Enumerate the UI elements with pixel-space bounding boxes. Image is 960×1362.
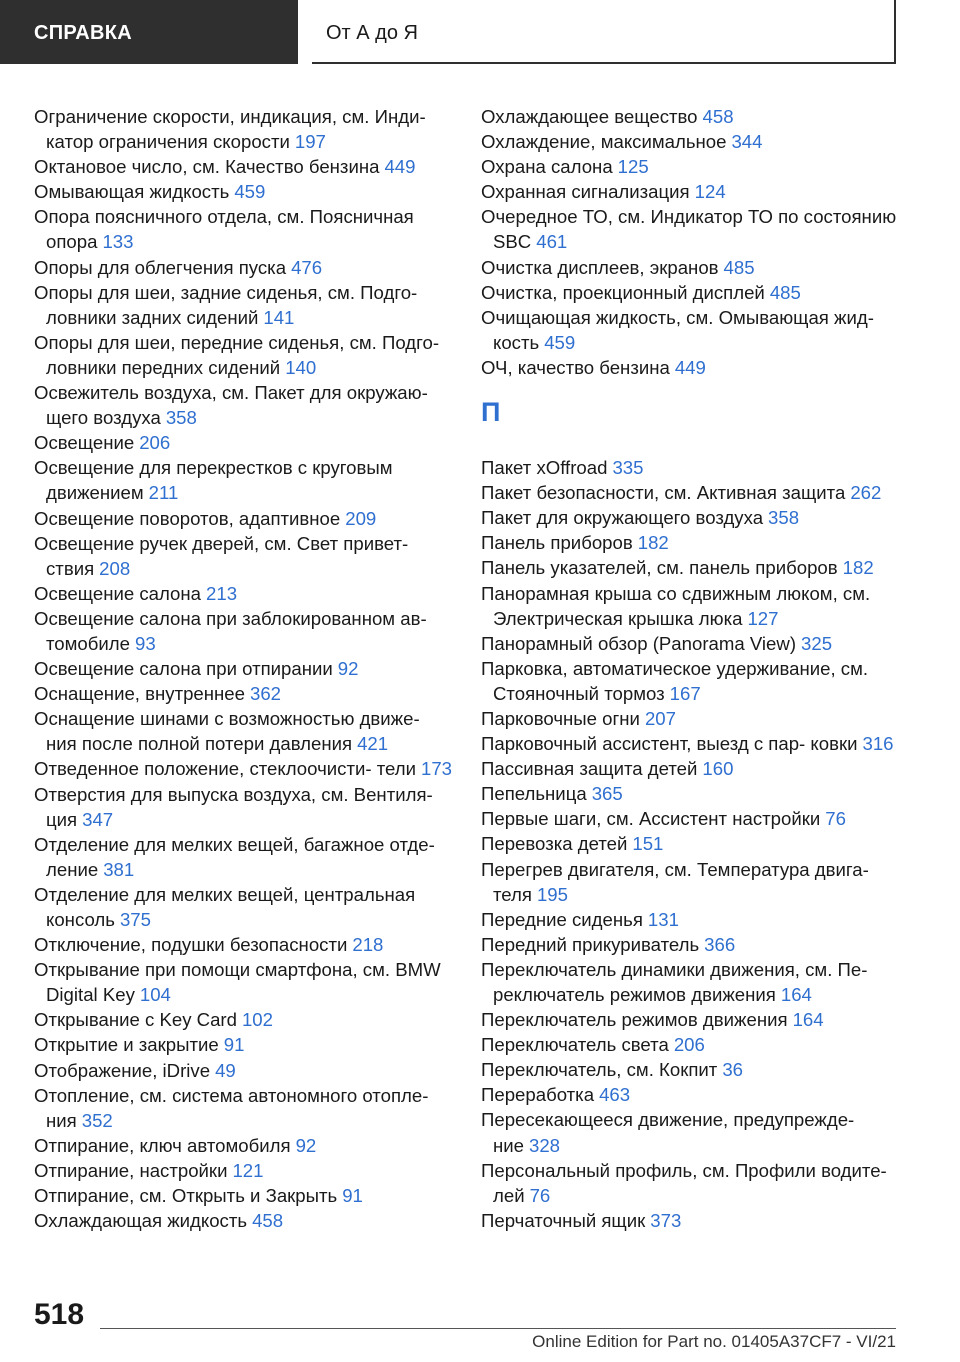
entry-text: Пакет для окружающего воздуха: [481, 507, 764, 529]
entry-text: Панорамная крыша со сдвижным люком, см. Электрическая крышка люка: [481, 582, 871, 629]
index-entry: [34, 506, 454, 531]
index-entry: [34, 606, 454, 656]
page-reference-link[interactable]: 125: [617, 156, 649, 178]
entry-text: Пепельница: [481, 783, 587, 805]
page-reference-link[interactable]: 49: [215, 1059, 236, 1081]
index-entry: [34, 430, 454, 455]
entry-text: Очистка дисплеев, экранов: [481, 256, 719, 278]
index-entry: [34, 104, 454, 154]
page-reference-link[interactable]: 131: [647, 908, 679, 930]
index-entry: [34, 1007, 454, 1032]
entry-text: Отделение для мелких вещей, центральная консоль: [34, 883, 416, 930]
index-column-left: [34, 104, 454, 1233]
page-reference-link[interactable]: 209: [345, 507, 377, 529]
page-reference-link[interactable]: 421: [357, 733, 389, 755]
page-reference-link[interactable]: 347: [82, 808, 114, 830]
page-reference-link[interactable]: 459: [234, 181, 266, 203]
index-entry: [34, 782, 454, 832]
entry-text: Парковочный ассистент, выезд с пар- ковки: [481, 733, 858, 755]
entry-text: Охранная сигнализация: [481, 181, 690, 203]
page-reference-link[interactable]: 164: [780, 984, 812, 1005]
page-reference-link[interactable]: 164: [792, 1009, 824, 1031]
entry-text: Парковка, автоматическое удерживание, см. Стояночный тормоз: [481, 657, 869, 704]
entry-text: Отопление, см. система автономного отопле- ния: [34, 1084, 429, 1131]
page-reference-link[interactable]: 102: [241, 1009, 273, 1031]
page-reference-link[interactable]: 476: [291, 256, 323, 278]
entry-text: Пакет xOffroad: [481, 457, 608, 479]
entry-text: Отпирание, см. Открыть и Закрыть: [34, 1185, 338, 1207]
entry-text: Пакет безопасности, см. Активная защита: [481, 482, 846, 504]
entry-text: Первые шаги, см. Ассистент настройки: [481, 808, 821, 830]
index-entry: [34, 882, 454, 932]
page-reference-link[interactable]: 373: [650, 1209, 682, 1231]
entry-text: Открывание при помощи смартфона, см. BMW Digital Key: [34, 959, 441, 1006]
index-entry: [34, 832, 454, 882]
entry-text: Освещение салона: [34, 582, 202, 604]
footer-divider: [100, 1328, 896, 1329]
index-entry: [34, 531, 454, 581]
index-entry: [34, 1058, 454, 1083]
page-reference-link[interactable]: 91: [342, 1185, 363, 1207]
entry-text: Перчаточный ящик: [481, 1209, 646, 1231]
page-reference-link[interactable]: 381: [103, 858, 135, 880]
entry-text: Опора поясничного отдела, см. Поясничная опора: [34, 206, 414, 253]
index-entry: [34, 380, 454, 430]
index-entry: [481, 656, 901, 706]
index-entry: [34, 756, 454, 781]
entry-text: Охлаждающее вещество: [481, 106, 698, 127]
page-reference-link[interactable]: 182: [842, 557, 874, 579]
page-reference-link[interactable]: 93: [135, 632, 156, 654]
entry-text: Опоры для шеи, передние сиденья, см. Подго- ловники передних сидений: [34, 331, 440, 378]
index-entry: [481, 1032, 901, 1057]
index-entry: [481, 104, 901, 129]
entry-text: Освещение для перекрестков с круговым движением: [34, 457, 393, 504]
page-reference-link[interactable]: 151: [632, 833, 664, 855]
index-entry: [481, 907, 901, 932]
index-entry: [481, 1208, 901, 1233]
index-entry: [34, 280, 454, 330]
index-entry: [481, 505, 901, 530]
index-entry: [481, 831, 901, 856]
entry-text: Охлаждающая жидкость: [34, 1210, 248, 1232]
page-reference-link[interactable]: 211: [148, 482, 179, 504]
page-reference-link[interactable]: 127: [747, 607, 779, 629]
page-reference-link[interactable]: 76: [529, 1184, 551, 1206]
index-entry: [481, 355, 901, 380]
entry-text: Очередное ТО, см. Индикатор ТО по состоянию SBC: [481, 206, 897, 253]
entry-text: Охлаждение, максимальное: [481, 131, 727, 153]
subsection-tab: [312, 0, 896, 64]
index-entry: [481, 1057, 901, 1082]
page-reference-link[interactable]: 206: [673, 1034, 705, 1056]
entry-text: Переключатель света: [481, 1034, 669, 1056]
page-reference-link[interactable]: 352: [81, 1109, 113, 1131]
index-group-o: [481, 104, 901, 380]
page-reference-link[interactable]: 124: [694, 181, 726, 203]
subsection-title: От А до Я: [326, 22, 418, 44]
entry-text: ОЧ, качество бензина: [481, 356, 670, 378]
page-reference-link[interactable]: 458: [252, 1210, 284, 1232]
index-entry: [481, 631, 901, 656]
index-entry: [481, 555, 901, 580]
entry-text: Передний прикуриватель: [481, 933, 700, 955]
index-entry: [34, 154, 454, 179]
entry-text: Освещение: [34, 432, 135, 454]
entry-text: Отверстия для выпуска воздуха, см. Вентиля- ция: [34, 783, 433, 830]
entry-text: Открытие и закрытие: [34, 1034, 219, 1056]
index-entry: [481, 932, 901, 957]
index-entry: [481, 179, 901, 204]
section-tab: [0, 0, 298, 64]
entry-text: Опоры для шеи, задние сиденья, см. Подго- ловники задних сидений: [34, 281, 418, 328]
entry-text: Панель приборов: [481, 532, 633, 554]
page-reference-link[interactable]: 449: [674, 356, 706, 378]
index-entry: [34, 656, 454, 681]
index-entry: [481, 480, 901, 505]
index-entry: [34, 681, 454, 706]
entry-text: Передние сиденья: [481, 908, 643, 930]
index-entry: [481, 857, 901, 907]
page-reference-link[interactable]: 92: [295, 1134, 317, 1156]
page-reference-link[interactable]: 459: [544, 331, 576, 353]
page-reference-link[interactable]: 485: [723, 256, 755, 278]
page-reference-link[interactable]: 160: [702, 758, 734, 780]
section-title: СПРАВКА: [34, 22, 133, 44]
index-entry: [34, 455, 454, 505]
entry-text: Освещение поворотов, адаптивное: [34, 507, 341, 529]
page-reference-link[interactable]: 328: [529, 1134, 561, 1156]
index-entry: [34, 706, 454, 756]
page-reference-link[interactable]: 133: [102, 231, 134, 253]
index-entry: [481, 455, 901, 480]
page-reference-link[interactable]: 121: [232, 1159, 264, 1181]
entry-text: Оснащение шинами с возможностью движе- ния после полной потери давления: [34, 708, 420, 755]
index-group-p: [481, 455, 901, 1233]
index-entry: [34, 1133, 454, 1158]
entry-text: Пересекающееся движение, предупрежде- ние: [481, 1109, 855, 1156]
page-reference-link[interactable]: 208: [99, 557, 131, 579]
page-reference-link[interactable]: 262: [850, 482, 882, 504]
index-entry: [481, 756, 901, 781]
entry-text: Опоры для облегчения пуска: [34, 256, 287, 278]
page-reference-link[interactable]: 461: [536, 231, 568, 253]
entry-text: Пассивная защита детей: [481, 758, 698, 780]
entry-text: Персональный профиль, см. Профили водите- лей: [481, 1159, 887, 1206]
index-entry: [34, 1083, 454, 1133]
entry-text: Отпирание, настройки: [34, 1159, 228, 1181]
entry-text: Перевозка детей: [481, 833, 628, 855]
entry-text: Панель указателей, см. панель приборов: [481, 557, 838, 579]
index-entry: [34, 932, 454, 957]
index-entry: [481, 255, 901, 280]
index-entry: [481, 706, 901, 731]
page-reference-link[interactable]: 104: [139, 984, 171, 1006]
entry-text: Отключение, подушки безопасности: [34, 934, 348, 956]
index-entry: [34, 204, 454, 254]
page-number: 518: [34, 1298, 85, 1331]
entry-text: Переработка: [481, 1084, 595, 1106]
page-reference-link[interactable]: 76: [825, 808, 846, 830]
page-reference-link[interactable]: 365: [591, 783, 623, 805]
entry-text: Ограничение скорости, индикация, см. Инди- катор ограничения скорости: [34, 106, 426, 153]
entry-text: Освещение салона при отпирании: [34, 658, 333, 680]
index-entry: [34, 1183, 454, 1208]
page-reference-link[interactable]: 167: [669, 682, 701, 704]
entry-text: Отпирание, ключ автомобиля: [34, 1134, 291, 1156]
page-reference-link[interactable]: 485: [769, 281, 801, 303]
page-reference-link[interactable]: 91: [223, 1034, 245, 1056]
index-entry: [34, 330, 454, 380]
index-entry: [34, 1032, 454, 1057]
entry-text: Открывание с Key Card: [34, 1009, 237, 1031]
entry-text: Отображение, iDrive: [34, 1059, 211, 1081]
entry-text: Отделение для мелких вещей, багажное отде- ление: [34, 833, 435, 880]
page-reference-link[interactable]: 197: [294, 131, 326, 153]
page-reference-link[interactable]: 213: [206, 582, 238, 604]
index-column-right: [481, 104, 901, 1233]
index-entry: [481, 1107, 901, 1157]
entry-text: Отведенное положение, стеклоочисти- тели: [34, 758, 416, 780]
entry-text: Омывающая жидкость: [34, 181, 230, 203]
page-reference-link[interactable]: 316: [862, 733, 894, 755]
entry-text: Октановое число, см. Качество бензина: [34, 156, 380, 178]
page-reference-link[interactable]: 344: [731, 131, 763, 153]
entry-text: Освежитель воздуха, см. Пакет для окружаю- щего воздуха: [34, 382, 428, 429]
page-reference-link[interactable]: 195: [536, 883, 568, 905]
entry-text: Освещение салона при заблокированном ав- томобиле: [34, 607, 427, 654]
index-entry: [481, 781, 901, 806]
page-reference-link[interactable]: 36: [722, 1059, 744, 1081]
index-entry: [481, 731, 901, 756]
entry-text: Переключатель, см. Кокпит: [481, 1059, 718, 1081]
page-reference-link[interactable]: 358: [768, 507, 800, 529]
index-entry: [34, 179, 454, 204]
entry-text: Оснащение, внутреннее: [34, 683, 245, 705]
page-reference-link[interactable]: 458: [702, 106, 734, 127]
entry-text: Переключатель динамики движения, см. Пе- реключатель режимов движения: [481, 958, 868, 1005]
page-reference-link[interactable]: 375: [119, 909, 151, 930]
entry-text: Парковочные огни: [481, 707, 640, 729]
page-reference-link[interactable]: 182: [637, 532, 669, 554]
index-entry: [481, 530, 901, 555]
page-reference-link[interactable]: 218: [352, 934, 384, 956]
page-reference-link[interactable]: 141: [263, 306, 295, 328]
index-entry: [481, 806, 901, 831]
page-reference-link[interactable]: 92: [337, 658, 359, 680]
section-letter-heading: П: [481, 397, 501, 428]
entry-text: Очищающая жидкость, см. Омывающая жид- кость: [481, 306, 874, 353]
index-entry: [481, 1158, 901, 1208]
entry-text: Освещение ручек дверей, см. Свет привет- ствия: [34, 532, 409, 579]
entry-text: Очистка, проекционный дисплей: [481, 281, 765, 303]
page-reference-link[interactable]: 140: [285, 356, 317, 378]
index-entry: [481, 154, 901, 179]
index-entry: [481, 305, 901, 355]
index-entry: [481, 957, 901, 1007]
index-entry: [34, 957, 454, 1007]
index-entry: [34, 255, 454, 280]
page-reference-link[interactable]: 463: [599, 1084, 631, 1106]
index-entry: [481, 581, 901, 631]
entry-text: Панорамный обзор (Panorama View): [481, 632, 797, 654]
index-entry: [481, 1007, 901, 1032]
page-reference-link[interactable]: 206: [139, 432, 171, 454]
index-entry: [34, 1208, 454, 1233]
index-entry: [481, 129, 901, 154]
edition-footer: Online Edition for Part no. 01405A37CF7 - VI/21: [532, 1332, 896, 1351]
entry-text: Охрана салона: [481, 156, 613, 178]
index-entry: [481, 204, 901, 254]
page-reference-link[interactable]: 335: [612, 457, 644, 479]
page-reference-link[interactable]: 366: [704, 933, 736, 955]
page-reference-link[interactable]: 325: [801, 632, 833, 654]
index-entry: [481, 1082, 901, 1107]
page-reference-link[interactable]: 449: [384, 156, 416, 178]
page-reference-link[interactable]: 358: [165, 407, 197, 429]
entry-text: Переключатель режимов движения: [481, 1009, 788, 1031]
page-reference-link[interactable]: 173: [420, 758, 453, 780]
page-reference-link[interactable]: 207: [644, 707, 676, 729]
index-entry: [34, 1158, 454, 1183]
page-reference-link[interactable]: 362: [250, 683, 282, 705]
entry-text: Перегрев двигателя, см. Температура двига- теля: [481, 858, 869, 905]
index-entry: [481, 280, 901, 305]
index-entry: [34, 581, 454, 606]
